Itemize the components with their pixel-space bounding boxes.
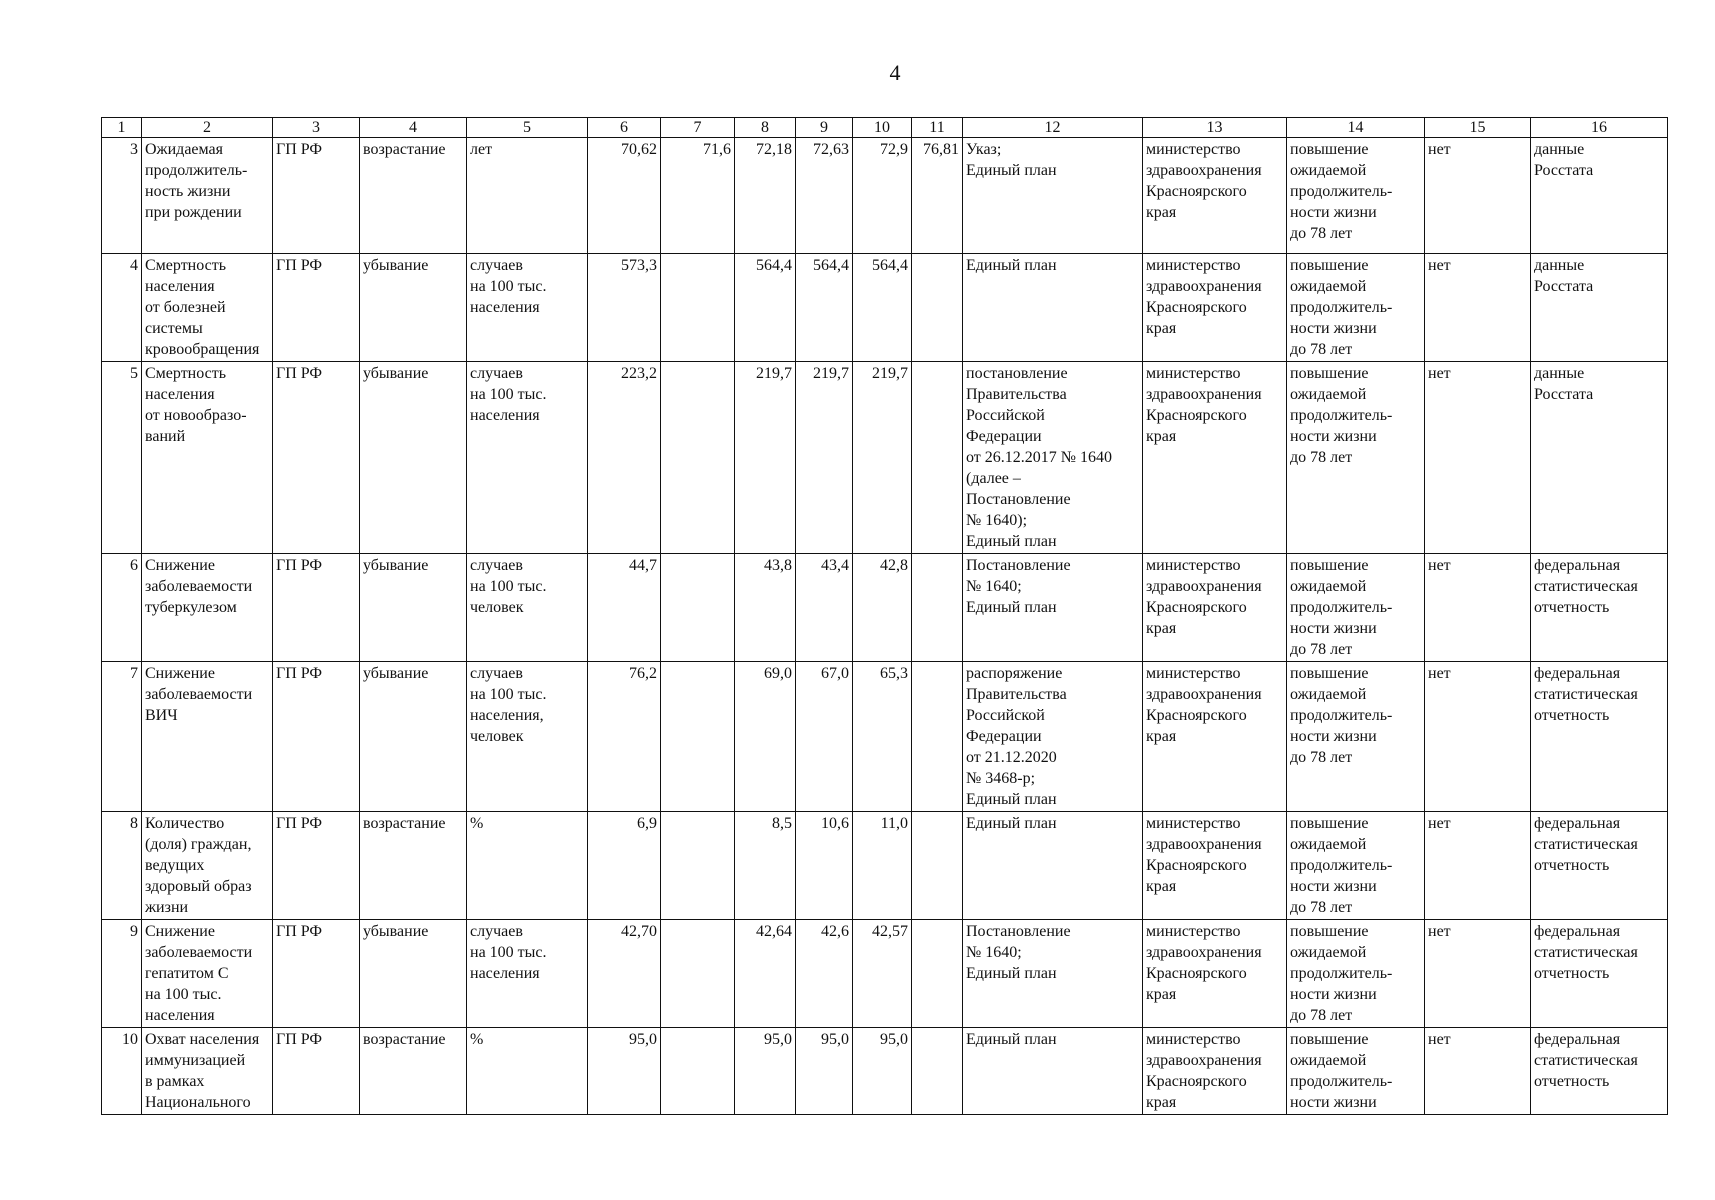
table-cell-col-8: 43,8	[735, 554, 796, 662]
col-header: 14	[1287, 118, 1425, 138]
table-cell-col-5: случаев на 100 тыс. населения, человек	[467, 662, 588, 812]
col-header: 9	[796, 118, 853, 138]
table-cell-col-13: министерство здравоохранения Красноярского края	[1143, 138, 1287, 254]
table-cell-col-13: министерство здравоохранения Красноярского края	[1143, 554, 1287, 662]
table-row	[102, 138, 1668, 254]
table-cell-col-2: Охват населения иммунизацией в рамках Национального	[142, 1028, 273, 1115]
table-cell-col-14: повышение ожидаемой продолжитель- ности жизни до 78 лет	[1287, 362, 1425, 554]
table-cell-col-8: 95,0	[735, 1028, 796, 1115]
table-cell-col-14: повышение ожидаемой продолжитель- ности жизни до 78 лет	[1287, 812, 1425, 920]
table-cell-col-5: случаев на 100 тыс. населения	[467, 254, 588, 362]
table-cell-col-10: 564,4	[853, 254, 912, 362]
table-cell-col-6: 70,62	[588, 138, 661, 254]
table-cell-col-13: министерство здравоохранения Красноярского края	[1143, 920, 1287, 1028]
table-cell-col-3: ГП РФ	[273, 662, 360, 812]
table-cell-col-16: федеральная статистическая отчетность	[1531, 812, 1668, 920]
page-number: 4	[889, 60, 901, 85]
table-cell-col-8: 69,0	[735, 662, 796, 812]
table-cell-col-6: 95,0	[588, 1028, 661, 1115]
table-cell-col-12: Единый план	[963, 812, 1143, 920]
table-cell-col-11	[912, 254, 963, 362]
table-cell-col-7	[661, 812, 735, 920]
table-cell-col-9: 67,0	[796, 662, 853, 812]
table-cell-col-14: повышение ожидаемой продолжитель- ности жизни до 78 лет	[1287, 138, 1425, 254]
table-row	[102, 812, 1668, 920]
table-cell-col-4: убывание	[360, 362, 467, 554]
table-cell-col-14: повышение ожидаемой продолжитель- ности жизни до 78 лет	[1287, 920, 1425, 1028]
table-cell-col-16: федеральная статистическая отчетность	[1531, 1028, 1668, 1115]
table-cell-col-16: данные Росстата	[1531, 362, 1668, 554]
table-cell-col-3: ГП РФ	[273, 1028, 360, 1115]
col-header: 10	[853, 118, 912, 138]
table-cell-col-5: случаев на 100 тыс. населения	[467, 362, 588, 554]
col-header: 11	[912, 118, 963, 138]
table-cell-col-10: 72,9	[853, 138, 912, 254]
table-cell-col-2: Снижение заболеваемости ВИЧ	[142, 662, 273, 812]
col-header: 3	[273, 118, 360, 138]
table-cell-col-4: убывание	[360, 920, 467, 1028]
table-cell-col-6: 44,7	[588, 554, 661, 662]
table-cell-col-15: нет	[1425, 812, 1531, 920]
table-cell-col-10: 42,8	[853, 554, 912, 662]
table-cell-col-8: 8,5	[735, 812, 796, 920]
table-cell-col-14: повышение ожидаемой продолжитель- ности жизни до 78 лет	[1287, 554, 1425, 662]
table-cell-col-8: 219,7	[735, 362, 796, 554]
table-cell-col-13: министерство здравоохранения Красноярского края	[1143, 254, 1287, 362]
table-cell-col-12: Постановление № 1640; Единый план	[963, 554, 1143, 662]
table-cell-col-4: возрастание	[360, 812, 467, 920]
table-cell-col-1: 7	[102, 662, 142, 812]
table-cell-col-11	[912, 554, 963, 662]
col-header: 8	[735, 118, 796, 138]
table-cell-col-9: 43,4	[796, 554, 853, 662]
table-cell-col-15: нет	[1425, 1028, 1531, 1115]
table-cell-col-12: Единый план	[963, 1028, 1143, 1115]
table-cell-col-16: данные Росстата	[1531, 254, 1668, 362]
table-cell-col-4: убывание	[360, 554, 467, 662]
table-cell-col-15: нет	[1425, 138, 1531, 254]
table-cell-col-9: 95,0	[796, 1028, 853, 1115]
table-cell-col-7	[661, 662, 735, 812]
table-cell-col-6: 223,2	[588, 362, 661, 554]
table-cell-col-10: 11,0	[853, 812, 912, 920]
table-cell-col-2: Снижение заболеваемости гепатитом С на 100 тыс. населения	[142, 920, 273, 1028]
table-cell-col-7	[661, 362, 735, 554]
table-cell-col-1: 9	[102, 920, 142, 1028]
table-cell-col-13: министерство здравоохранения Красноярского края	[1143, 662, 1287, 812]
table-row	[102, 1028, 1668, 1115]
table-cell-col-10: 95,0	[853, 1028, 912, 1115]
table-cell-col-16: федеральная статистическая отчетность	[1531, 920, 1668, 1028]
col-header: 12	[963, 118, 1143, 138]
table-cell-col-4: возрастание	[360, 1028, 467, 1115]
table-cell-col-1: 6	[102, 554, 142, 662]
table-cell-col-10: 42,57	[853, 920, 912, 1028]
table-cell-col-9: 564,4	[796, 254, 853, 362]
col-header: 1	[102, 118, 142, 138]
table-cell-col-6: 6,9	[588, 812, 661, 920]
table-row	[102, 554, 1668, 662]
table-cell-col-15: нет	[1425, 254, 1531, 362]
table-cell-col-13: министерство здравоохранения Красноярского края	[1143, 812, 1287, 920]
table-cell-col-15: нет	[1425, 362, 1531, 554]
table-cell-col-7	[661, 1028, 735, 1115]
table-cell-col-7: 71,6	[661, 138, 735, 254]
table-cell-col-14: повышение ожидаемой продолжитель- ности жизни до 78 лет	[1287, 662, 1425, 812]
table-cell-col-5: лет	[467, 138, 588, 254]
table-cell-col-5: случаев на 100 тыс. населения	[467, 920, 588, 1028]
table-cell-col-3: ГП РФ	[273, 138, 360, 254]
table-cell-col-3: ГП РФ	[273, 920, 360, 1028]
table-cell-col-8: 564,4	[735, 254, 796, 362]
table-cell-col-3: ГП РФ	[273, 254, 360, 362]
table-cell-col-3: ГП РФ	[273, 554, 360, 662]
table-cell-col-8: 72,18	[735, 138, 796, 254]
col-header: 4	[360, 118, 467, 138]
table-cell-col-15: нет	[1425, 554, 1531, 662]
col-header: 13	[1143, 118, 1287, 138]
table-cell-col-9: 219,7	[796, 362, 853, 554]
table-row	[102, 662, 1668, 812]
table-cell-col-11	[912, 1028, 963, 1115]
table-cell-col-6: 42,70	[588, 920, 661, 1028]
table-cell-col-7	[661, 920, 735, 1028]
col-header: 16	[1531, 118, 1668, 138]
table-row	[102, 254, 1668, 362]
table-cell-col-4: возрастание	[360, 138, 467, 254]
table-cell-col-1: 4	[102, 254, 142, 362]
table-cell-col-16: федеральная статистическая отчетность	[1531, 662, 1668, 812]
table-cell-col-14: повышение ожидаемой продолжитель- ности жизни до 78 лет	[1287, 254, 1425, 362]
table-cell-col-6: 76,2	[588, 662, 661, 812]
table-cell-col-2: Количество (доля) граждан, ведущих здоровый образ жизни	[142, 812, 273, 920]
table-cell-col-1: 3	[102, 138, 142, 254]
table-cell-col-15: нет	[1425, 920, 1531, 1028]
table-cell-col-14: повышение ожидаемой продолжитель- ности жизни	[1287, 1028, 1425, 1115]
col-header: 6	[588, 118, 661, 138]
table-cell-col-9: 10,6	[796, 812, 853, 920]
table-cell-col-7	[661, 254, 735, 362]
table-cell-col-3: ГП РФ	[273, 812, 360, 920]
table-cell-col-7	[661, 554, 735, 662]
table-cell-col-5: случаев на 100 тыс. человек	[467, 554, 588, 662]
table-cell-col-12: распоряжение Правительства Российской Федерации от 21.12.2020 № 3468-р; Единый план	[963, 662, 1143, 812]
col-header: 5	[467, 118, 588, 138]
table-cell-col-8: 42,64	[735, 920, 796, 1028]
table-cell-col-11: 76,81	[912, 138, 963, 254]
table-cell-col-9: 72,63	[796, 138, 853, 254]
indicators-table	[101, 117, 1668, 1115]
col-header: 7	[661, 118, 735, 138]
table-cell-col-15: нет	[1425, 662, 1531, 812]
table-cell-col-5: %	[467, 1028, 588, 1115]
table-cell-col-10: 219,7	[853, 362, 912, 554]
table-cell-col-12: Единый план	[963, 254, 1143, 362]
table-cell-col-1: 10	[102, 1028, 142, 1115]
table-cell-col-4: убывание	[360, 254, 467, 362]
table-cell-col-1: 5	[102, 362, 142, 554]
table-cell-col-9: 42,6	[796, 920, 853, 1028]
col-header: 15	[1425, 118, 1531, 138]
table-cell-col-11	[912, 662, 963, 812]
table-cell-col-12: постановление Правительства Российской Федерации от 26.12.2017 № 1640 (далее – Постановление № 1640); Единый план	[963, 362, 1143, 554]
table-cell-col-16: данные Росстата	[1531, 138, 1668, 254]
col-header: 2	[142, 118, 273, 138]
table-cell-col-2: Ожидаемая продолжитель- ность жизни при рождении	[142, 138, 273, 254]
table-cell-col-11	[912, 920, 963, 1028]
table-cell-col-2: Смертность населения от новообразо- ваний	[142, 362, 273, 554]
table-cell-col-5: %	[467, 812, 588, 920]
table-cell-col-3: ГП РФ	[273, 362, 360, 554]
table-cell-col-13: министерство здравоохранения Красноярского края	[1143, 362, 1287, 554]
table-row	[102, 920, 1668, 1028]
table-cell-col-2: Смертность населения от болезней системы кровообращения	[142, 254, 273, 362]
table-cell-col-10: 65,3	[853, 662, 912, 812]
table-cell-col-6: 573,3	[588, 254, 661, 362]
table-cell-col-12: Указ; Единый план	[963, 138, 1143, 254]
table-cell-col-1: 8	[102, 812, 142, 920]
header-row	[102, 118, 1668, 138]
table-cell-col-16: федеральная статистическая отчетность	[1531, 554, 1668, 662]
table-cell-col-11	[912, 362, 963, 554]
table-cell-col-2: Снижение заболеваемости туберкулезом	[142, 554, 273, 662]
table-cell-col-13: министерство здравоохранения Красноярского края	[1143, 1028, 1287, 1115]
table-cell-col-11	[912, 812, 963, 920]
table-cell-col-12: Постановление № 1640; Единый план	[963, 920, 1143, 1028]
table-row	[102, 362, 1668, 554]
table-cell-col-4: убывание	[360, 662, 467, 812]
